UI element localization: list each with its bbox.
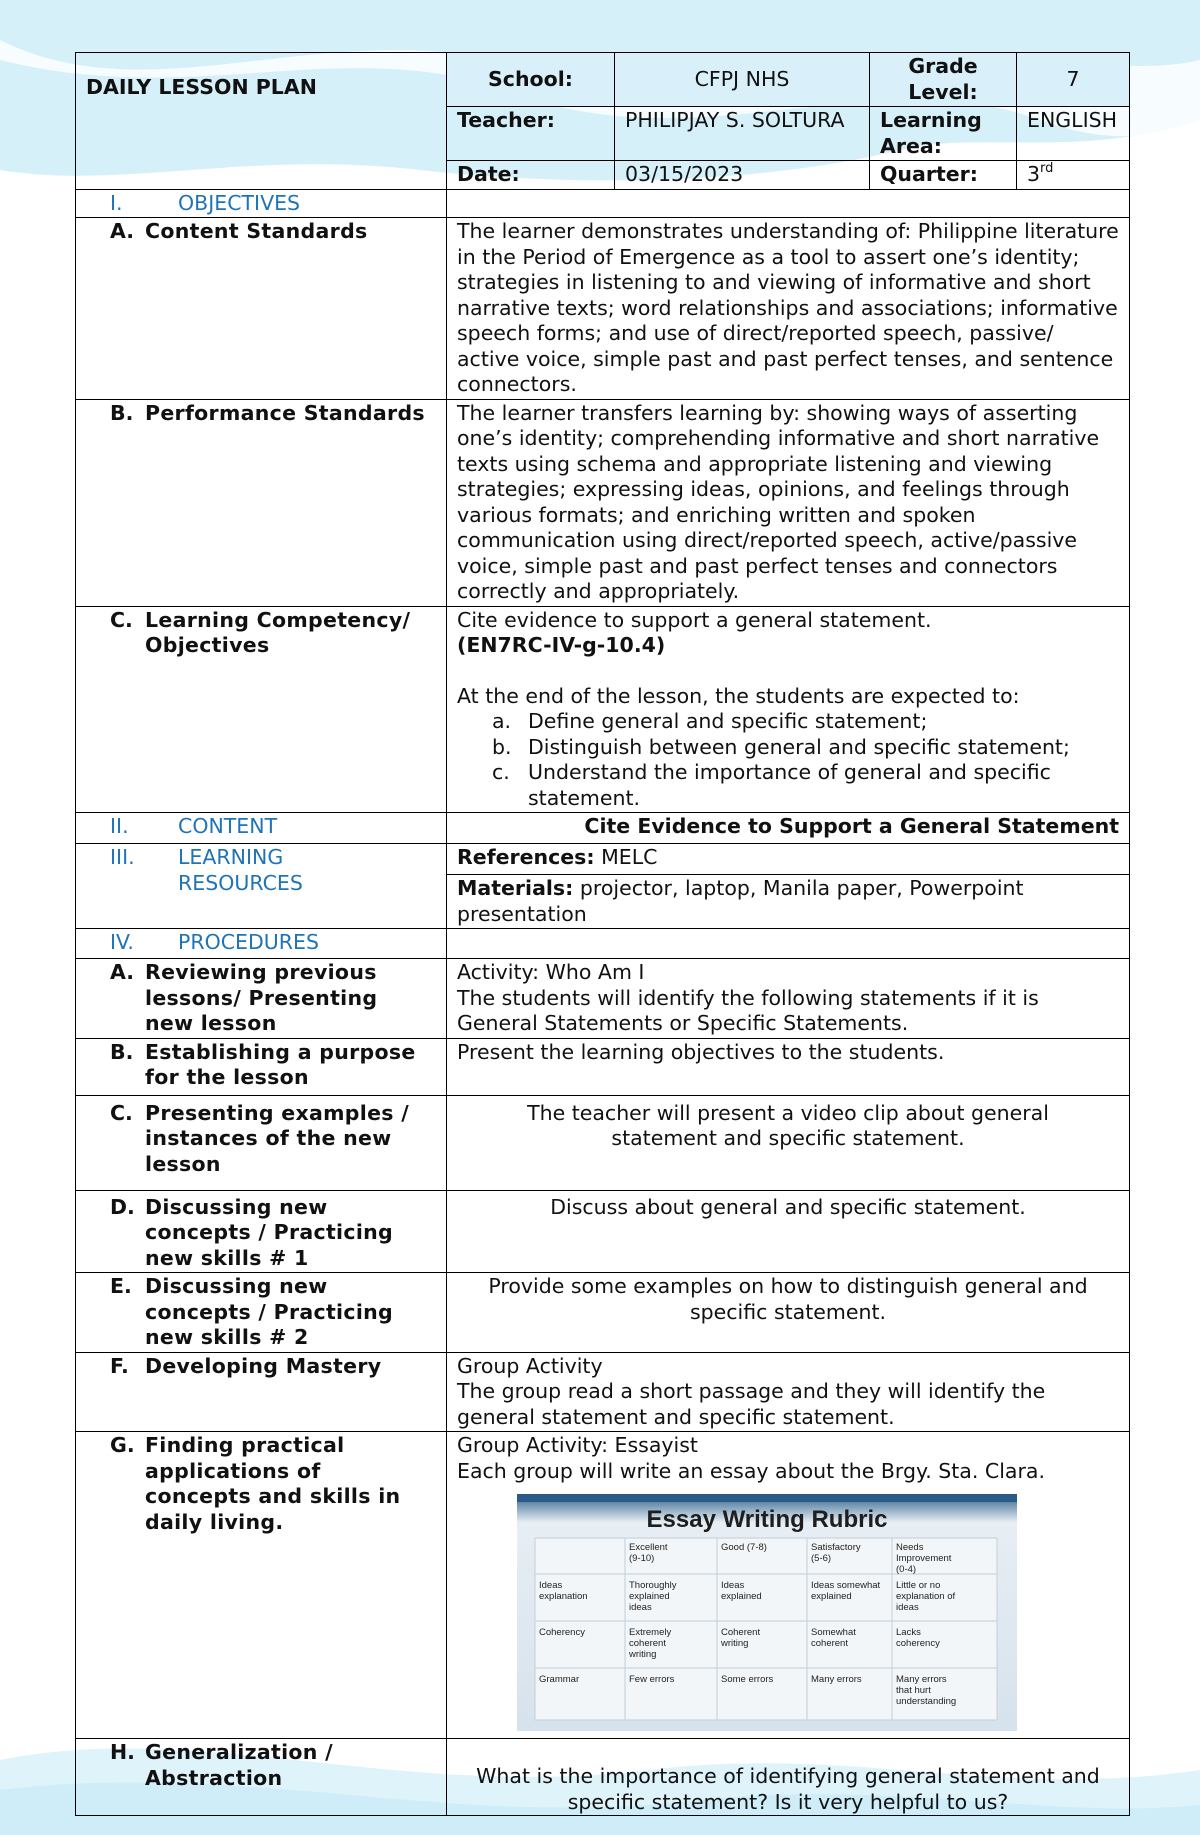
section-objectives: I. OBJECTIVES: [76, 189, 447, 218]
competency-code: (EN7RC-IV-g-10.4): [457, 633, 666, 657]
references-cell: References: MELC: [447, 844, 1130, 875]
grade-label: Grade Level:: [870, 53, 1017, 107]
rubric-col-excellent: Excellent (9-10): [629, 1542, 668, 1564]
teacher-label: Teacher:: [447, 107, 615, 161]
grade-value: 7: [1017, 53, 1130, 107]
essay-rubric-image: [517, 1494, 1017, 1731]
rubric-row-coherency: Coherency: [539, 1627, 585, 1638]
rubric-cell: Ideas explained: [721, 1580, 762, 1602]
rubric-col-satisfactory: Satisfactory (5-6): [811, 1542, 861, 1564]
procedure-c-text: The teacher will present a video clip about general statement and specific statement.: [447, 1095, 1130, 1190]
procedure-b-text: Present the learning objectives to the students.: [447, 1038, 1130, 1095]
performance-standards-text: The learner transfers learning by: showing ways of asserting one’s identity; comprehending informative and short narrative texts using schema and appropriate listening and viewing strategies; expressing ideas, opinions, and feelings through various formats; and enriching written and spoken communication using direct/reported speech, active/passive voice, simple past and past perfect tenses and connectors correctly and appropriately.: [447, 399, 1130, 606]
quarter-label: Quarter:: [870, 161, 1017, 190]
rubric-cell: Few errors: [629, 1674, 675, 1685]
section-learning-resources: III. LEARNING RESOURCES: [76, 844, 447, 929]
rubric-row-ideas: Ideas explanation: [539, 1580, 588, 1602]
list-item: b. Distinguish between general and specific statement;: [492, 734, 1070, 759]
procedure-b-label: B. Establishing a purpose for the lesson: [76, 1038, 447, 1095]
competency-cell: [447, 606, 1130, 813]
lesson-plan-table: [75, 52, 1130, 1816]
section-procedures: IV. PROCEDURES: [76, 929, 447, 959]
procedure-h-text: What is the importance of identifying general statement and specific statement? Is it very helpful to us?: [447, 1739, 1130, 1816]
procedure-g-label: G. Finding practical applications of concepts and skills in daily living.: [76, 1432, 447, 1739]
objectives-intro: At the end of the lesson, the students are expected to:: [457, 683, 1020, 708]
content-standards-text: The learner demonstrates understanding of: Philippine literature in the Period of Emergence as a tool to assert one’s identity; strategies in listening to and viewing of informative and short narrative texts; word relationships and associations; informative speech forms; and use of direct/reported speech, passive/ active voice, simple past and past perfect tenses, and sentence connectors.: [447, 218, 1130, 400]
area-label: Learning Area:: [870, 107, 1017, 161]
rubric-cell: Thoroughly explained ideas: [629, 1580, 677, 1613]
procedure-f-text: Group Activity The group read a short passage and they will identify the general statement and specific statement.: [447, 1352, 1130, 1432]
procedure-a-text: Activity: Who Am I The students will identify the following statements if it is General Statements or Specific Statements.: [447, 959, 1130, 1039]
date-label: Date:: [447, 161, 615, 190]
area-value: ENGLISH: [1017, 107, 1130, 161]
date-value: 03/15/2023: [615, 161, 870, 190]
procedure-g-text: Group Activity: Essayist Each group will write an essay about the Brgy. Sta. Clara. Essay Writing Rubric Excellent (9-10) Good (7-8) Satisfactory (5-6) Needs Improvement (0-4) Ideas explanation Thoroughly explained ideas Ideas explained Ideas somewhat explained Little or no explanation of ideas Coherency Extremely coherent writing Coherent writing Somewhat coherent Lacks coherency Grammar Few errors Some errors Many errors Many errors that hurt understanding: [447, 1432, 1130, 1739]
objectives-list: [457, 709, 1119, 811]
performance-standards-label: B. Performance Standards: [76, 399, 447, 606]
lesson-topic: Cite Evidence to Support a General Statement: [447, 813, 1130, 844]
quarter-value: 3rd: [1017, 161, 1130, 190]
list-item: a. Define general and specific statement;: [492, 709, 928, 733]
school-value: CFPJ NHS: [615, 53, 870, 107]
competency-label: C. Learning Competency/ Objectives: [76, 606, 447, 813]
rubric-cell: Somewhat coherent: [811, 1627, 856, 1649]
content-standards-label: A. Content Standards: [76, 218, 447, 400]
procedure-f-label: F. Developing Mastery: [76, 1352, 447, 1432]
rubric-title: Essay Writing Rubric: [646, 1506, 888, 1533]
rubric-cell: Little or no explanation of ideas: [896, 1580, 956, 1613]
list-item: c. Understand the importance of general and specific statement.: [492, 760, 1051, 810]
rubric-cell: Lacks coherency: [896, 1627, 940, 1649]
competency-statement: Cite evidence to support a general statement.: [457, 607, 932, 632]
lesson-plan-sheet: [75, 52, 1129, 1816]
school-label: School:: [447, 53, 615, 107]
plan-title: DAILY LESSON PLAN: [76, 53, 447, 190]
procedure-e-label: E. Discussing new concepts / Practicing new skills # 2: [76, 1273, 447, 1353]
rubric-cell: Ideas somewhat explained: [811, 1580, 881, 1602]
rubric-cell: Extremely coherent writing: [629, 1627, 672, 1660]
rubric-cell: Many errors: [811, 1674, 862, 1685]
procedure-c-label: C. Presenting examples / instances of the new lesson: [76, 1095, 447, 1190]
procedure-h-label: H. Generalization / Abstraction: [76, 1739, 447, 1816]
rubric-cell: Coherent writing: [721, 1627, 761, 1649]
rubric-row-grammar: Grammar: [539, 1674, 580, 1685]
section-content: II. CONTENT: [76, 813, 447, 844]
procedure-d-label: D. Discussing new concepts / Practicing new skills # 1: [76, 1190, 447, 1273]
procedure-e-text: Provide some examples on how to distinguish general and specific statement.: [447, 1273, 1130, 1353]
rubric-col-good: Good (7-8): [721, 1542, 767, 1553]
procedure-d-text: Discuss about general and specific statement.: [447, 1190, 1130, 1273]
rubric-cell: Many errors that hurt understanding: [896, 1674, 957, 1707]
rubric-cell: Some errors: [721, 1674, 774, 1685]
teacher-value: PHILIPJAY S. SOLTURA: [615, 107, 870, 161]
procedure-a-label: A. Reviewing previous lessons/ Presenting new lesson: [76, 959, 447, 1039]
materials-cell: Materials: projector, laptop, Manila paper, Powerpoint presentation: [447, 875, 1130, 929]
rubric-col-needs-improvement: Needs Improvement (0-4): [896, 1542, 952, 1575]
